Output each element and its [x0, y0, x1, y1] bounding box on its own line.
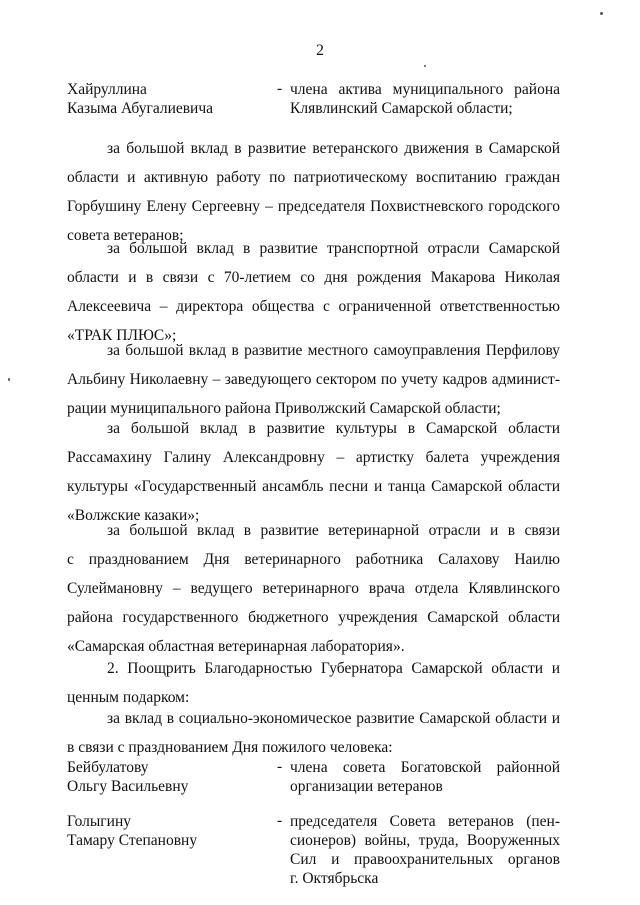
- text-line: за большой вклад в развитие местного самоуправления Перфилову: [107, 342, 560, 359]
- role-line: члена актива муниципального района: [290, 81, 560, 98]
- text-line: «ТРАК ПЛЮС»;: [67, 327, 177, 344]
- text-line: за вклад в социально-экономическое развитие Самарской области и: [107, 710, 560, 727]
- text-line: в связи с празднованием Дня пожилого человека:: [67, 739, 393, 756]
- text-line: с празднованием Дня ветеринарного работника Салахову Наилю: [67, 551, 560, 568]
- page-number: 2: [316, 42, 324, 59]
- text-line: области и активную работу по патриотическому воспитанию граждан: [67, 169, 560, 186]
- role-line: председателя Совета ветеранов (пен-: [290, 813, 560, 830]
- scan-speck: [424, 65, 426, 67]
- text-line: области и в связи с 70-летием со дня рождения Макарова Николая: [67, 269, 560, 286]
- name-line: Тамару Степановну: [67, 832, 198, 849]
- person-name: [67, 812, 277, 850]
- text-line: «Волжские казаки»;: [67, 507, 200, 524]
- role-line: организации ветеранов: [290, 778, 443, 795]
- text-line: Алексеевича – директора общества с ограниченной ответственностью: [67, 298, 560, 315]
- paragraph-culture: [67, 414, 560, 530]
- role-line: Клявлинский Самарской области;: [290, 100, 513, 117]
- name-line: Бейбулатову: [67, 759, 149, 776]
- role-line: сионеров) войны, труда, Вооруженных: [290, 832, 560, 849]
- role-line: Сил и правоохранительных органов: [290, 851, 560, 868]
- dash: -: [277, 758, 283, 775]
- name-line: Хайруллина: [67, 81, 147, 98]
- text-line: Альбину Николаевну – заведующего сектором по учету кадров админист-: [67, 371, 560, 388]
- paragraph-veterans-movement: [67, 134, 560, 250]
- name-line: Ольгу Васильевну: [67, 778, 189, 795]
- person-name: [67, 758, 277, 796]
- text-line: за большой вклад в развитие транспортной отрасли Самарской: [107, 240, 560, 257]
- text-line: 2. Поощрить Благодарностью Губернатора Самарской области и: [107, 660, 560, 677]
- paragraph-elderly-day: [67, 704, 560, 762]
- person-role: [290, 758, 560, 796]
- scan-speck: [8, 378, 10, 381]
- text-line: за большой вклад в развитие культуры в Самарской области: [107, 420, 560, 437]
- text-line: рации муниципального района Приволжский Самарской области;: [67, 400, 501, 417]
- text-line: Горбушину Елену Сергеевну – председателя Похвистневского городского: [67, 198, 560, 215]
- text-line: совета ветеранов;: [67, 227, 184, 244]
- text-line: Рассамахину Галину Александровну – артистку балета учреждения: [67, 449, 560, 466]
- paragraph-local-government: [67, 336, 560, 423]
- text-line: за большой вклад в развитие ветеранского движения в Самарской: [107, 140, 560, 157]
- dash: -: [277, 812, 283, 829]
- paragraph-transport: [67, 234, 560, 350]
- person-role: [290, 812, 560, 888]
- text-line: района государственного бюджетного учреждения Самарской области: [67, 609, 560, 626]
- name-line: Голыгину: [67, 813, 131, 830]
- text-line: Сулеймановну – ведущего ветеринарного врача отдела Клявлинского: [67, 580, 560, 597]
- person-name: [67, 80, 277, 118]
- role-line: члена совета Богатовской районной: [290, 759, 560, 776]
- dash: -: [277, 80, 283, 97]
- person-role: [290, 80, 560, 118]
- text-line: ценным подарком:: [67, 689, 190, 706]
- role-line: г. Октябрьска: [290, 870, 379, 887]
- text-line: за большой вклад в развитие ветеринарной отрасли и в связи: [107, 522, 560, 539]
- name-line: Казыма Абугалиевича: [67, 100, 214, 117]
- paragraph-veterinary: [67, 516, 560, 661]
- text-line: культуры «Государственный ансамбль песни и танца Самарской области: [67, 478, 560, 495]
- scan-speck: [600, 12, 603, 15]
- text-line: «Самарская областная ветеринарная лаборатория».: [67, 638, 405, 655]
